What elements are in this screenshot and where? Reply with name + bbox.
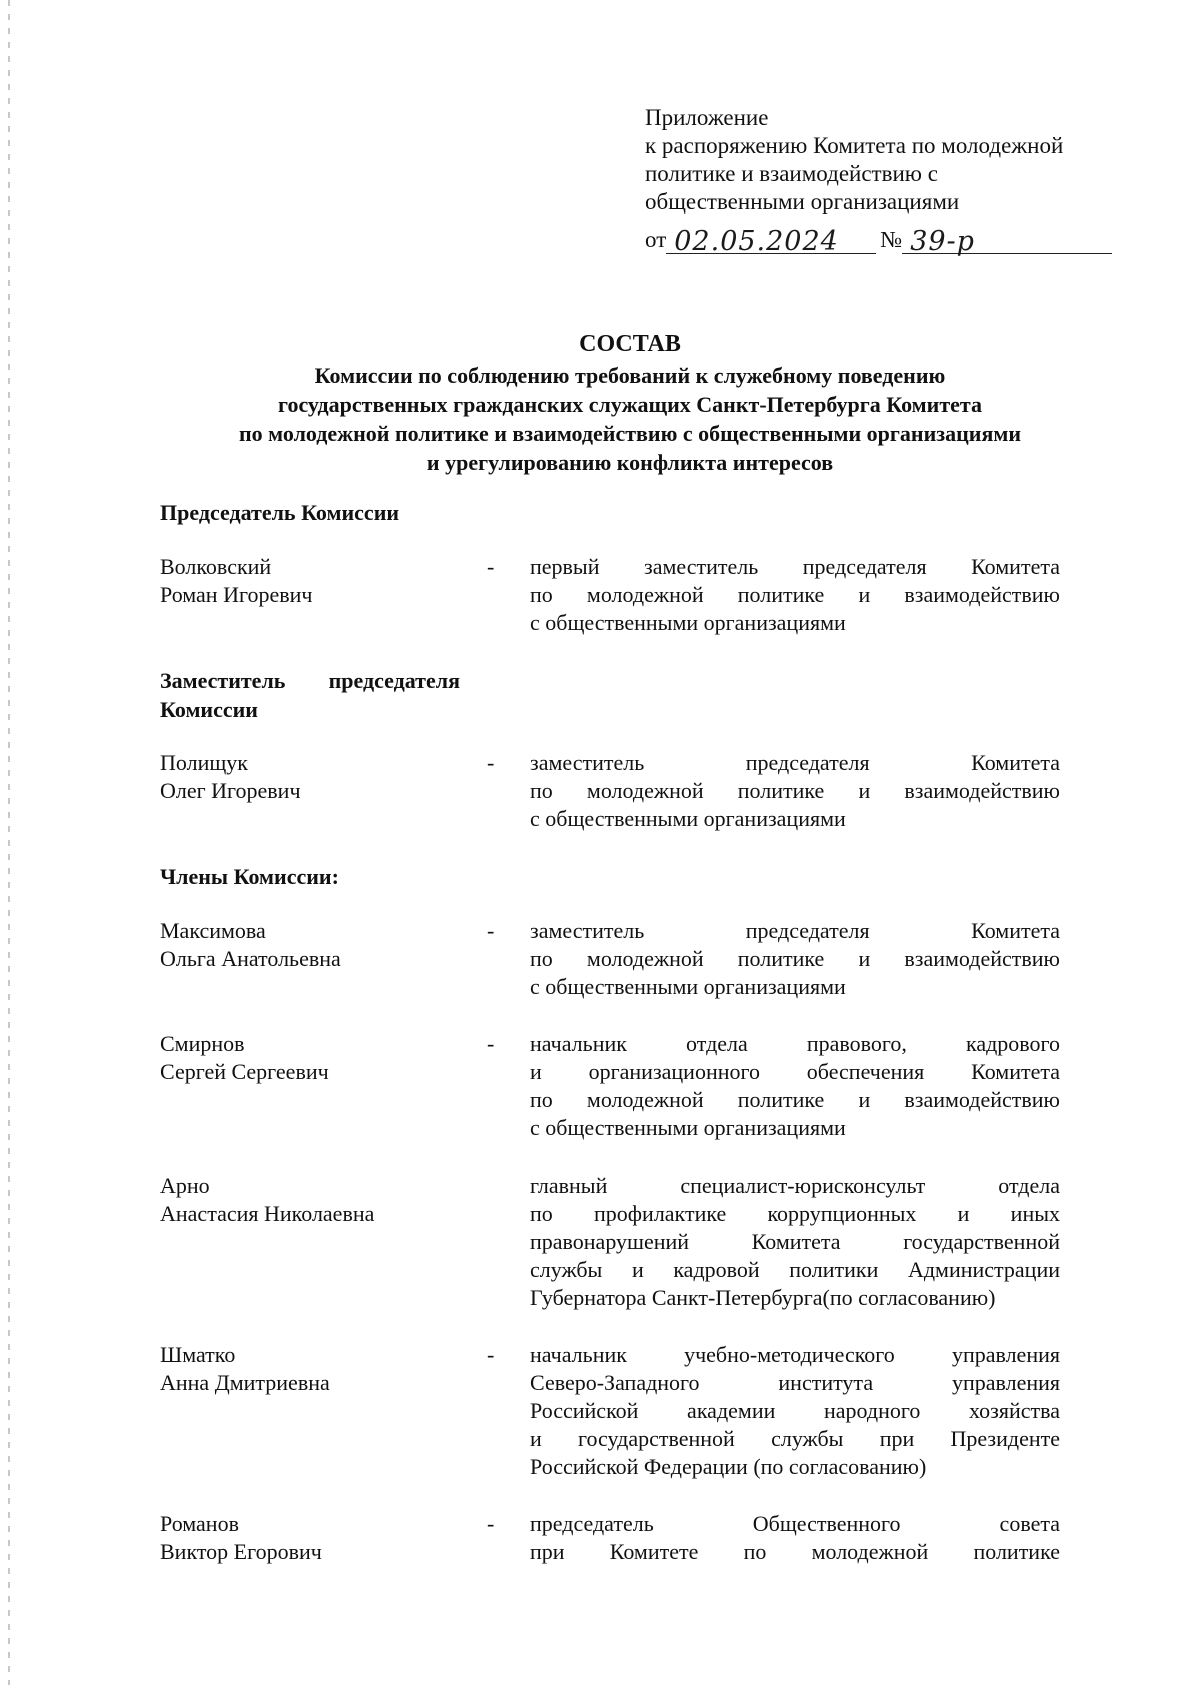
person-position [530,917,1060,1001]
title-line: и урегулированию конфликта интересов [426,450,834,475]
person-surname: Шматко [160,1342,236,1367]
handwritten-number: 39-р [910,226,975,257]
position-line: с общественными организациями [530,974,846,999]
section-chair: Председатель Комиссии [160,500,400,525]
person-surname: Волковский [160,554,272,579]
position-line: с общественными организациями [530,610,846,635]
number-field [902,223,1112,257]
person-name [160,749,460,805]
date-number-line [645,216,1145,257]
scan-edge-artifact [8,0,10,1685]
position-line: Северо-Западного института управления [530,1370,1060,1395]
position-line: с общественными организациями [530,1115,846,1140]
position-line: главный специалист-юрисконсульт отдела [530,1173,1060,1198]
person-name [160,1510,460,1566]
position-line: председатель Общественного совета [530,1511,1060,1536]
position-line: заместитель председателя Комитета [530,750,1060,775]
date-field [666,223,876,257]
appendix-block [645,104,1145,257]
position-line: начальник учебно-методического управления [530,1342,1060,1367]
position-line: по молодежной политике и взаимодействию [530,1087,1060,1112]
person-name [160,1172,460,1228]
person-given-name: Виктор Егорович [160,1539,322,1564]
position-line: Российской Федерации (по согласованию) [530,1454,927,1479]
person-dash: - [487,1342,495,1367]
document-title [130,330,1130,477]
person-name [160,1030,460,1086]
appendix-line: общественными организациями [645,189,960,214]
position-line: и государственной службы при Президенте [530,1426,1060,1451]
position-line: начальник отдела правового, кадрового [530,1031,1060,1056]
position-line: правонарушений Комитета государственной [530,1229,1060,1254]
position-line: Российской академии народного хозяйства [530,1398,1060,1423]
position-line: при Комитете по молодежной политике [530,1539,1060,1564]
handwritten-date: 02.05.2024 [674,226,839,257]
person-given-name: Анастасия Николаевна [160,1201,375,1226]
person-surname: Полищук [160,750,248,775]
person-dash: - [487,554,495,579]
person-dash: - [487,1031,495,1056]
position-line: по молодежной политике и взаимодействию [530,582,1060,607]
person-position [530,1510,1060,1566]
title-line: государственных гражданских служащих Санкт-Петербурга Комитета [278,392,982,417]
person-name [160,1341,460,1397]
section-deputy-line: Комиссии [160,697,258,722]
person-dash: - [487,1511,495,1536]
person-given-name: Анна Дмитриевна [160,1370,330,1395]
appendix-line: Приложение [645,105,769,130]
appendix-line: к распоряжению Комитета по молодежной [645,133,1064,158]
position-line: с общественными организациями [530,806,846,831]
person-surname: Максимова [160,918,266,943]
title-line: по молодежной политике и взаимодействию с общественными организациями [238,421,1022,446]
person-surname: Смирнов [160,1031,245,1056]
position-line: Губернатора Санкт-Петербурга(по согласованию) [530,1285,996,1310]
position-line: первый заместитель председателя Комитета [530,554,1060,579]
person-position [530,1172,1060,1312]
title-line: Комиссии по соблюдению требований к служебному поведению [314,363,946,388]
section-deputy [160,666,460,724]
person-position [530,553,1060,637]
title-main: СОСТАВ [579,331,681,357]
position-line: заместитель председателя Комитета [530,918,1060,943]
position-line: по молодежной политике и взаимодействию [530,778,1060,803]
person-dash: - [487,918,495,943]
position-line: по профилактике коррупционных и иных [530,1201,1060,1226]
section-deputy-line: Заместитель председателя [160,668,460,693]
person-given-name: Роман Игоревич [160,582,313,607]
person-position [530,1030,1060,1142]
person-given-name: Сергей Сергеевич [160,1059,329,1084]
person-name [160,553,460,609]
person-surname: Арно [160,1173,210,1198]
person-given-name: Олег Игоревич [160,778,301,803]
person-name [160,917,460,973]
person-position [530,1341,1060,1481]
person-given-name: Ольга Анатольевна [160,946,341,971]
number-prefix: № [880,227,903,252]
person-dash: - [487,750,495,775]
date-prefix: от [645,227,667,252]
position-line: по молодежной политике и взаимодействию [530,946,1060,971]
section-members: Члены Комиссии: [160,864,339,889]
person-position [530,749,1060,833]
position-line: службы и кадровой политики Администрации [530,1257,1060,1282]
position-line: и организационного обеспечения Комитета [530,1059,1060,1084]
person-surname: Романов [160,1511,239,1536]
appendix-line: политике и взаимодействию с [645,161,938,186]
